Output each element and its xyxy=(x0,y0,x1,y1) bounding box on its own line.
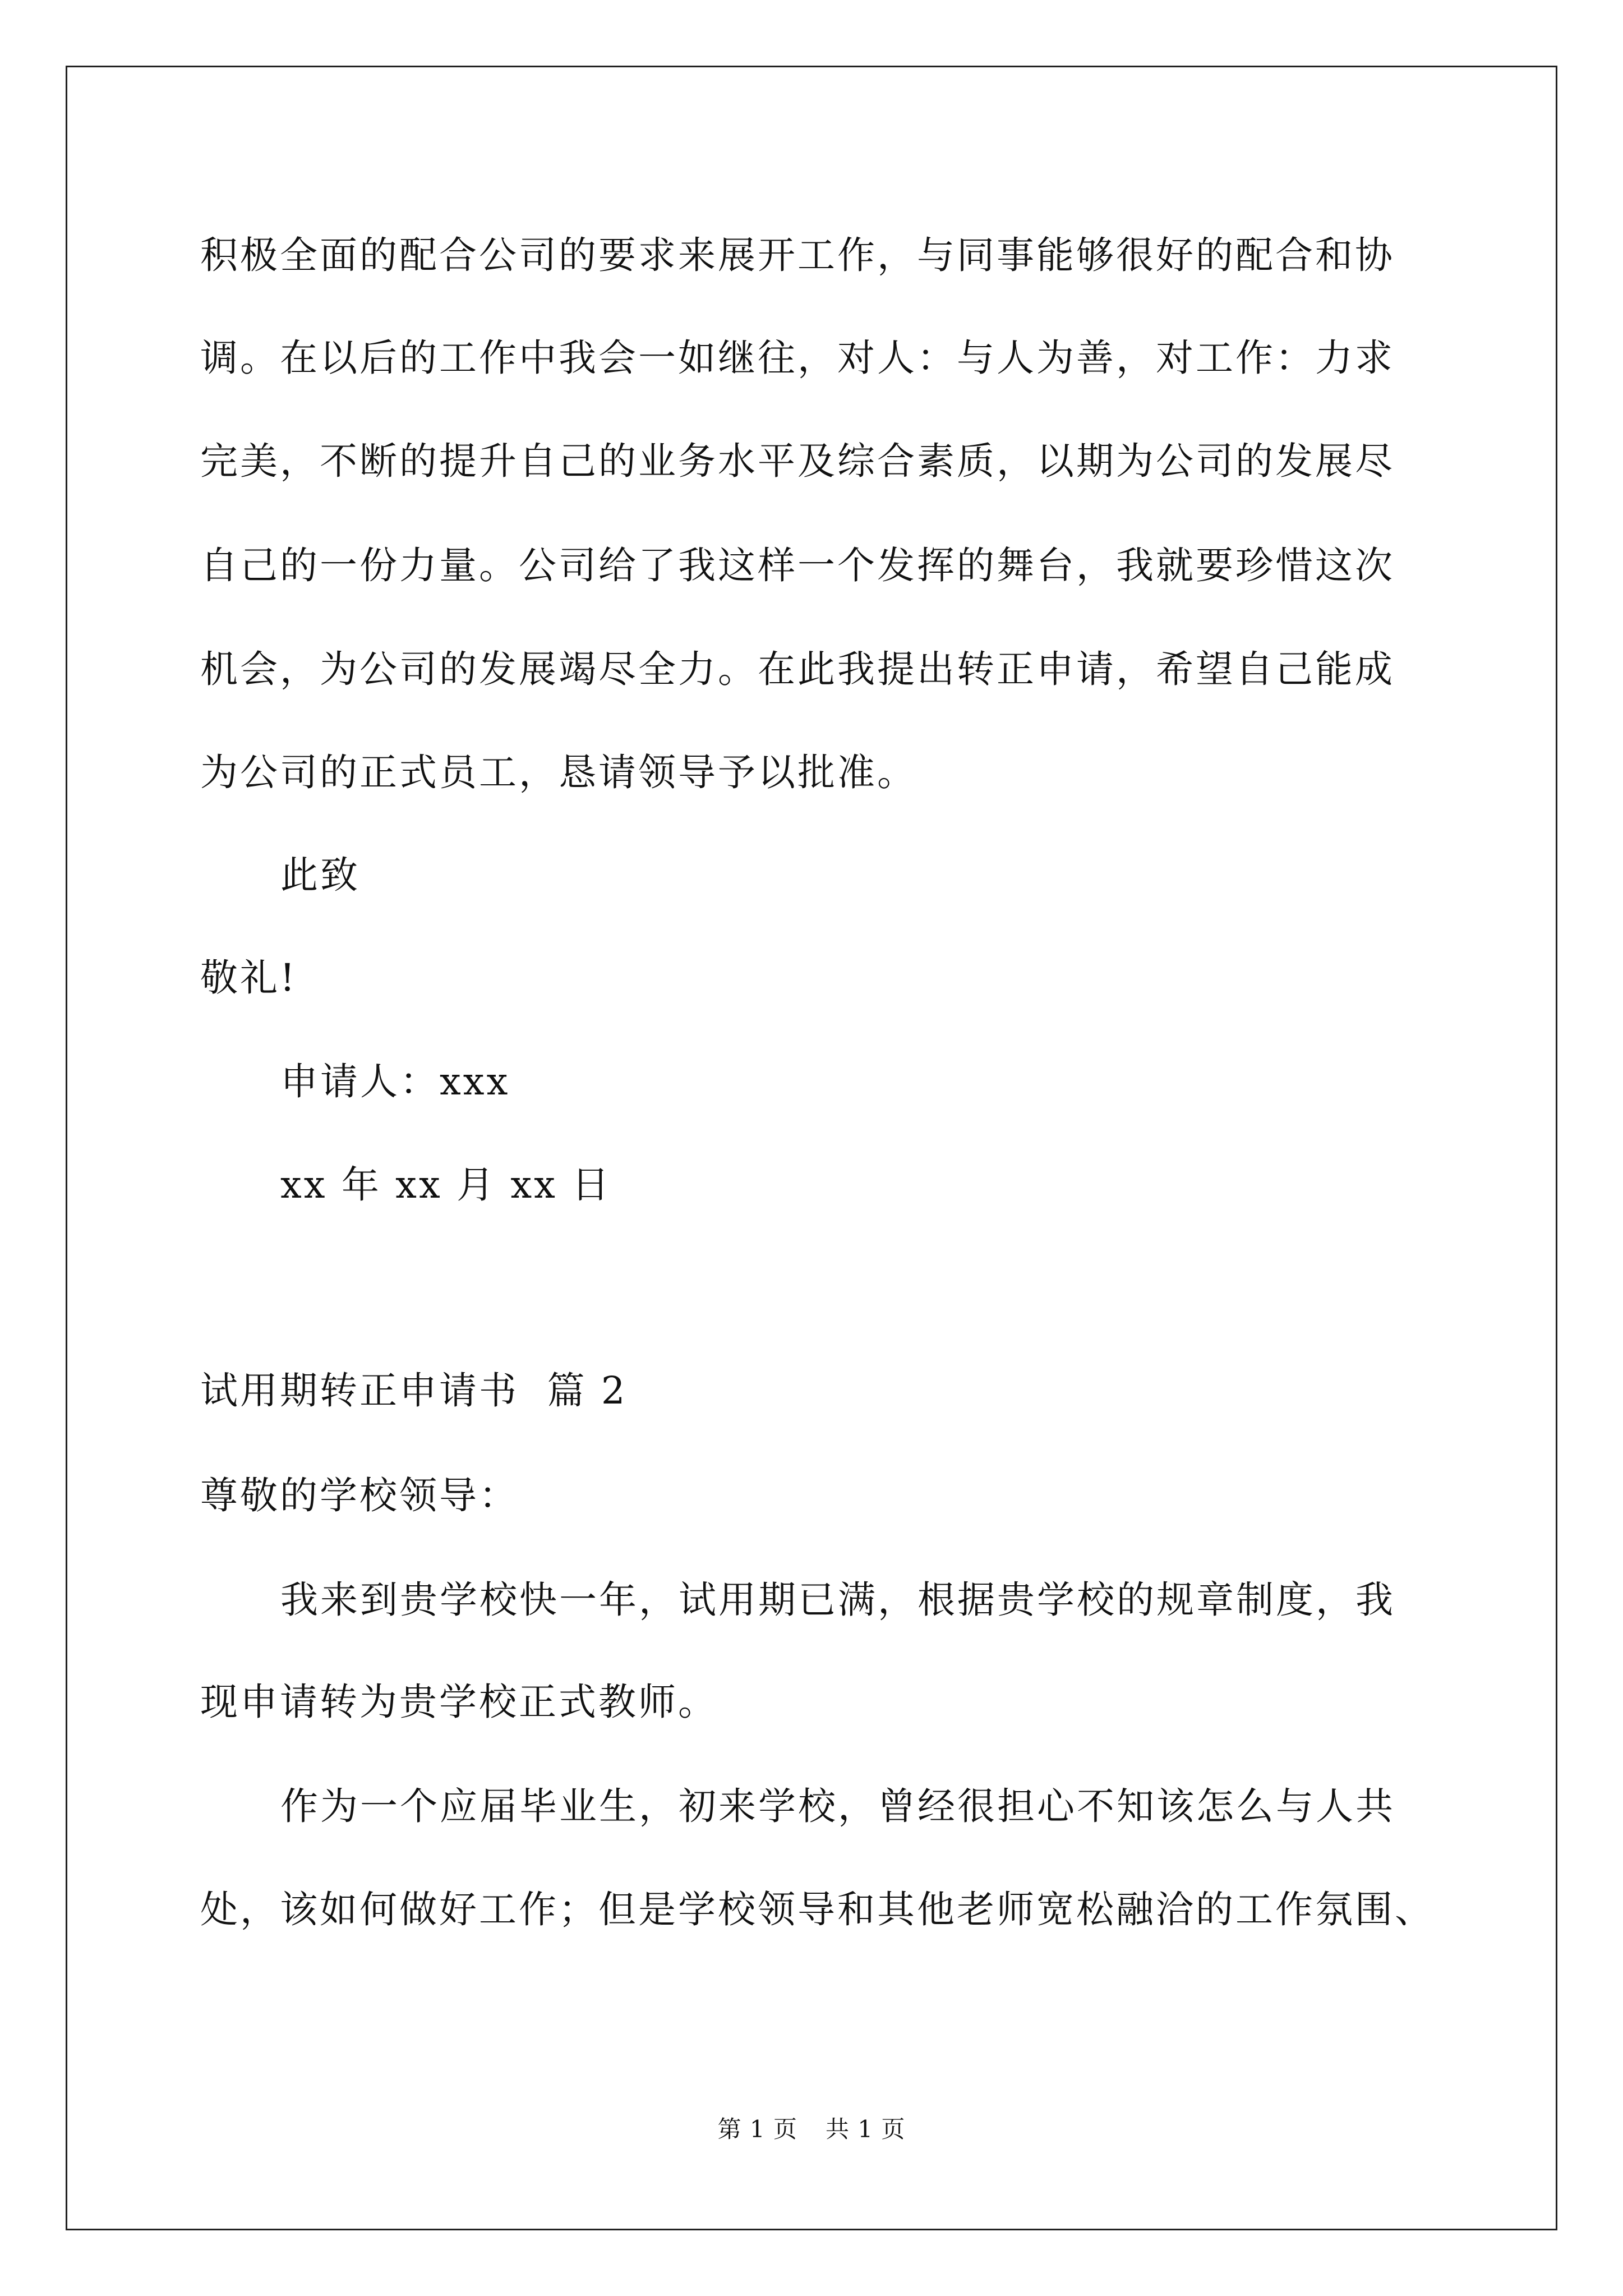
paragraph-line: 处，该如何做好工作；但是学校领导和其他老师宽松融洽的工作氛围、 xyxy=(200,1888,1435,1931)
body-line: 完美，不断的提升自己的业务水平及综合素质，以期为公司的发展尽 xyxy=(200,439,1395,483)
body-line: 积极全面的配合公司的要求来展开工作，与同事能够很好的配合和协 xyxy=(200,233,1395,277)
section-title: 试用期转正申请书 篇 2 xyxy=(200,1369,628,1412)
salutation: 敬礼! xyxy=(200,956,297,1000)
paragraph-line: 现申请转为贵学校正式教师。 xyxy=(200,1680,718,1724)
paragraph-line: 我来到贵学校快一年，试用期已满，根据贵学校的规章制度，我 xyxy=(280,1578,1395,1622)
page-footer xyxy=(0,2115,1623,2143)
body-line: 为公司的正式员工，恳请领导予以批准。 xyxy=(200,751,917,794)
page-total: 共 1 页 xyxy=(826,2115,906,2143)
closing-text: 此致 xyxy=(280,853,360,897)
application-date: xx 年 xx 月 xx 日 xyxy=(280,1163,612,1207)
body-line: 自己的一份力量。公司给了我这样一个发挥的舞台，我就要珍惜这次 xyxy=(200,544,1395,587)
paragraph-line: 作为一个应届毕业生，初来学校，曾经很担心不知该怎么与人共 xyxy=(280,1784,1395,1828)
greeting: 尊敬的学校领导： xyxy=(200,1474,519,1517)
page-number: 第 1 页 xyxy=(717,2115,797,2143)
body-line: 调。在以后的工作中我会一如继往，对人：与人为善，对工作：力求 xyxy=(200,336,1395,380)
body-line: 机会，为公司的发展竭尽全力。在此我提出转正申请，希望自己能成 xyxy=(200,647,1395,691)
applicant-name: 申请人：xxx xyxy=(280,1060,510,1103)
